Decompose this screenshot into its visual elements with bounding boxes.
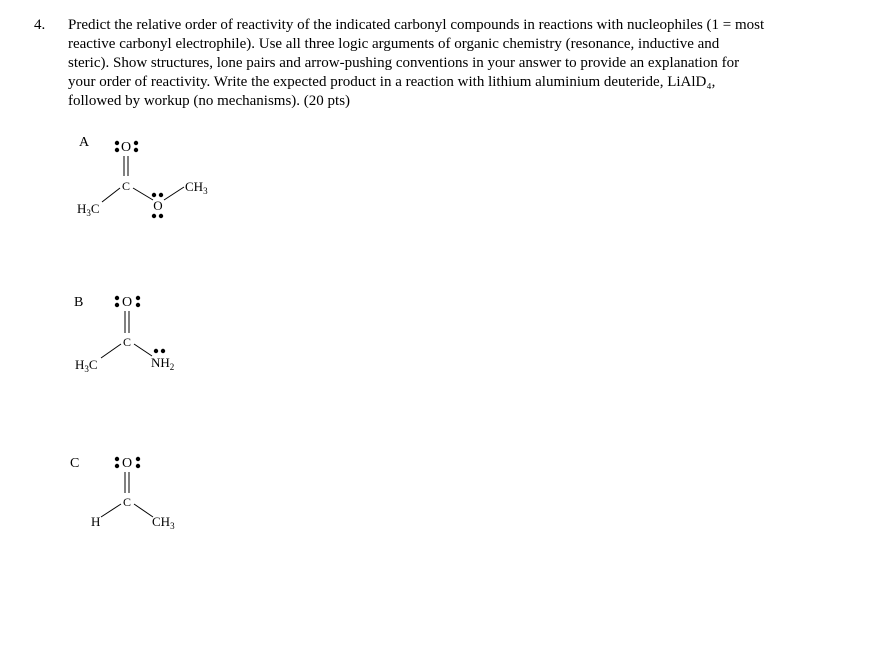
compound-a-right-group: $CH_3$ (185, 179, 208, 196)
compound-a-bond-methyl (164, 187, 184, 200)
compound-b-label: B (74, 295, 84, 310)
compound-a-carbonyl-oxygen: O (120, 140, 132, 155)
compound-c-carbonyl-oxygen: O (121, 456, 133, 471)
compound-b (74, 295, 174, 374)
compound-a-carbonyl-carbon: C (121, 179, 131, 193)
compound-b-bond-left (101, 344, 121, 358)
compound-c (70, 456, 175, 531)
compound-b-nitrogen-lone-pair (154, 349, 165, 353)
question-line-5: followed by workup (no mechanisms). (20 pts) (68, 93, 351, 109)
compound-b-left-group: $H_3C$ (75, 357, 98, 374)
compound-a-bond-right (133, 188, 153, 200)
compound-c-carbonyl-carbon: C (122, 495, 132, 509)
question-number: 4. (34, 17, 46, 33)
compound-c-bond-left (101, 504, 121, 517)
compound-c-bond-right (134, 504, 153, 517)
compound-c-right-group: $CH_3$ (152, 514, 175, 531)
compound-a-left-group: $H_3C$ (77, 201, 100, 218)
compound-b-bond-right (134, 344, 152, 356)
compound-b-right-group: $NH_2$ (151, 355, 175, 372)
question-line-2: reactive carbonyl electrophile). Use all three logic arguments of organic chemistry (resonance, inductive and (68, 36, 720, 52)
compound-c-label: C (70, 456, 80, 471)
compound-a-ester-oxygen: O (153, 198, 163, 213)
compound-b-carbonyl-oxygen: O (121, 295, 133, 310)
question-line-4: your order of reactivity. Write the expected product in a reaction with lithium aluminium deuteride, LiAlD₄, (68, 74, 716, 90)
compound-a-label: A (79, 135, 90, 150)
question-line-1: Predict the relative order of reactivity of the indicated carbonyl compounds in reactions with nucleophiles (1 = most (68, 17, 765, 33)
question-line-3: steric). Show structures, lone pairs and arrow-pushing conventions in your answer to provide an explanation for (68, 55, 740, 71)
compound-b-carbonyl-carbon: C (122, 335, 132, 349)
compound-a-bond-left (102, 188, 120, 202)
compound-a (77, 135, 208, 218)
compound-c-left-group: H (91, 514, 101, 529)
